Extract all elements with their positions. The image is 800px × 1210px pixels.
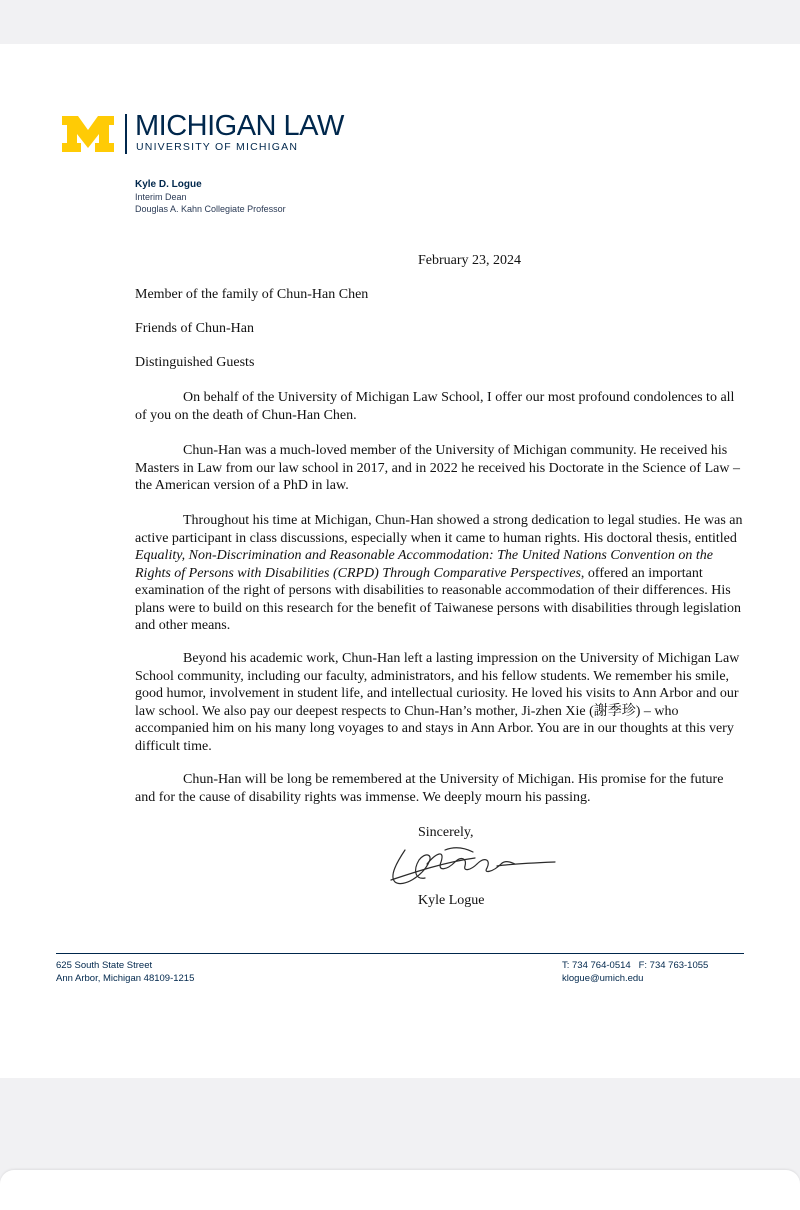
thesis-title: Equality, Non-Discrimination and Reasonable Accommodation: The United Nations Convention on the Rights of Persons with Disabilities (CRPD) Through Comparative Perspectives (135, 548, 713, 581)
footer-contact (562, 959, 708, 985)
sender-block (135, 178, 286, 215)
paragraph-studies (135, 512, 747, 635)
paragraph-impression-text: Beyond his academic work, Chun-Han left a lasting impression on the University of Michigan Law School community, including our faculty, administrators, and his fellow students. We remember his smile, good humor, involvement in student life, and intellectual curiosity. He loved his visits to Ann Arbor and our law school. We also pay our deepest respects to Chun-Han’s mother, Ji-zhen Xie (謝季珍) – who accompanied him on his many long voyages to and stays in Ann Arbor. You are in our thoughts at this very difficult time. (135, 651, 740, 754)
sender-name: Kyle D. Logue (135, 179, 202, 190)
paragraph-condolences-text: On behalf of the University of Michigan Law School, I offer our most profound condolences to all of you on the death of Chun-Han Chen. (135, 390, 735, 423)
paragraph-impression (135, 650, 747, 755)
footer-phone-fax: T: 734 764-0514 F: 734 763-1055 (562, 960, 709, 971)
paragraph-condolences (135, 389, 747, 424)
paragraph-studies-text-end: , offered an important examination of the right of persons with disabilities to reasonable accommodation of their differences. His plans were to build on this research for the benefit of Taiwanese persons with disabilities through legislation and other means. (135, 565, 742, 633)
paragraph-community (135, 442, 747, 495)
letter-page (0, 44, 800, 1078)
logo-divider (125, 114, 127, 154)
closing: Sincerely, (418, 825, 474, 840)
footer-divider (56, 953, 744, 954)
handwritten-signature (385, 842, 560, 895)
logo-university-name: UNIVERSITY OF MICHIGAN (136, 141, 299, 153)
letter-date: February 23, 2024 (418, 253, 522, 268)
footer-email: klogue@umich.edu (562, 973, 644, 984)
signatory-name: Kyle Logue (418, 893, 485, 908)
paragraph-studies-text: Throughout his time at Michigan, Chun-Han showed a strong dedication to legal studies. He was an active participant in class discussions, especially when it came to human rights. His doctoral thesis, entitled (135, 513, 743, 546)
salutation-family: Member of the family of Chun-Han Chen (135, 287, 369, 302)
bottom-sheet-card (0, 1170, 800, 1210)
salutation-guests: Distinguished Guests (135, 355, 255, 370)
logo-school-name: MICHIGAN LAW (135, 110, 344, 142)
sender-title: Interim Dean (135, 192, 187, 202)
sender-chair: Douglas A. Kahn Collegiate Professor (135, 204, 286, 214)
salutation-friends: Friends of Chun-Han (135, 321, 254, 336)
paragraph-remembrance-text: Chun-Han will be long be remembered at the University of Michigan. His promise for the future and for the cause of disability rights was immense. We deeply mourn his passing. (135, 772, 724, 805)
paragraph-community-text: Chun-Han was a much-loved member of the University of Michigan community. He received his Masters in Law from our law school in 2017, and in 2022 he received his Doctorate in the Science of Law – the American version of a PhD in law. (135, 443, 740, 493)
footer-street: 625 South State Street (56, 960, 153, 971)
paragraph-remembrance (135, 771, 747, 806)
footer-city: Ann Arbor, Michigan 48109-1215 (56, 973, 195, 984)
block-m-icon (62, 116, 114, 152)
footer-address (56, 959, 194, 985)
